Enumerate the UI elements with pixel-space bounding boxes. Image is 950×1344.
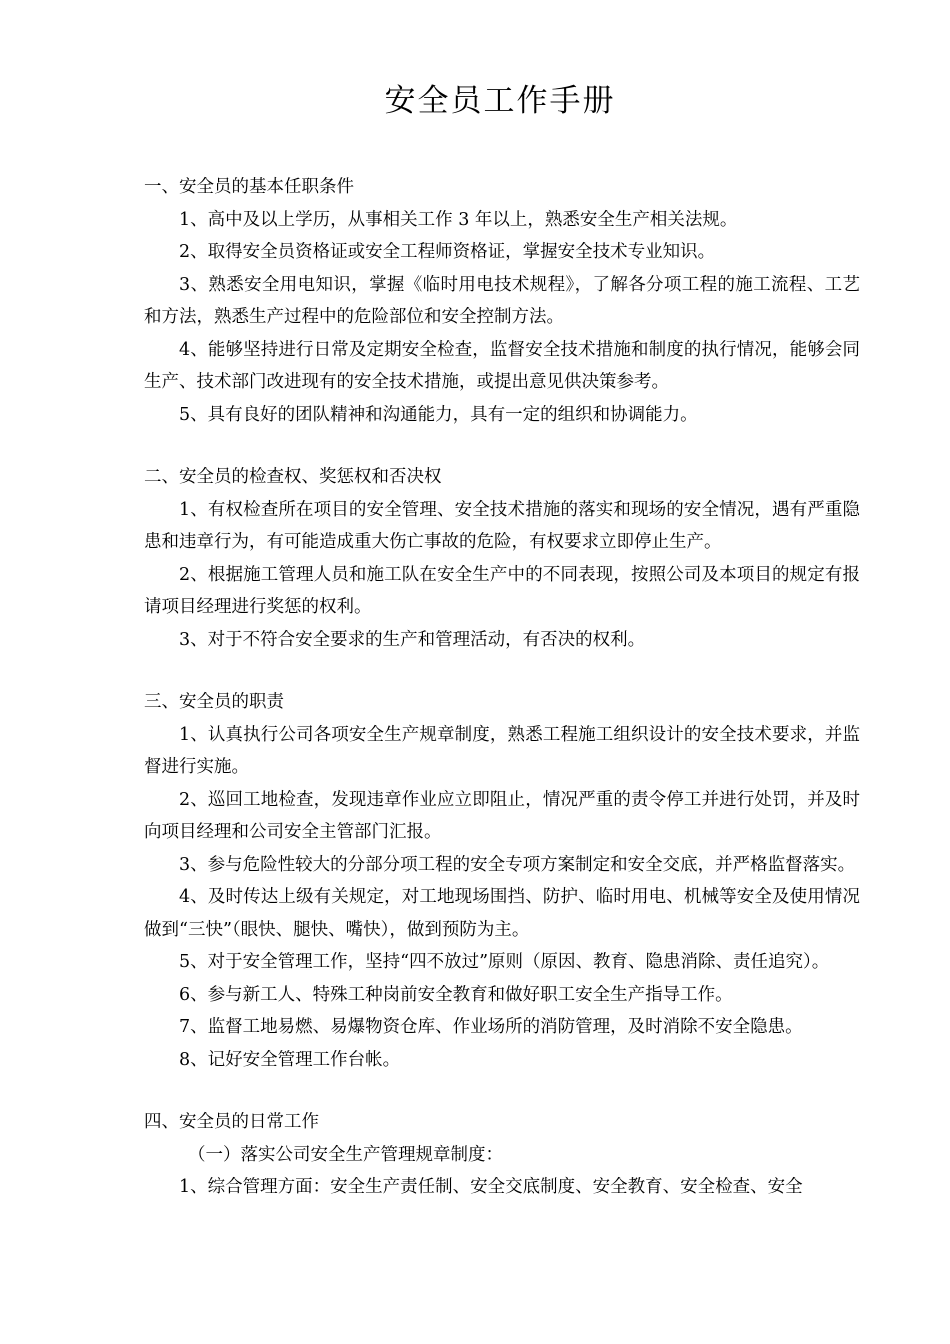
section-heading-1: 一、安全员的基本任职条件 [144, 177, 354, 197]
section-2-item-3: 3、对于不符合安全要求的生产和管理活动，有否决的权利。 [179, 629, 646, 650]
section-spacer [144, 431, 860, 461]
section-spacer [144, 1076, 860, 1106]
section-3-item-7: 7、监督工地易燃、易爆物资仓库、作业场所的消防管理，及时消除不安全隐患。 [179, 1017, 803, 1037]
section-2-item-1: 1、有权检查所在项目的安全管理、安全技术措施的落实和现场的安全情况，遇有严重隐患和违章行为，有可能造成重大伤亡事故的危险，有权要求立即停止生产。 [144, 499, 860, 552]
section-heading-4: 四、安全员的日常工作 [144, 1112, 319, 1132]
section-4-subheading: （一）落实公司安全生产管理规章制度： [188, 1144, 503, 1165]
section-1-item-1: 1、高中及以上学历，从事相关工作 3 年以上，熟悉安全生产相关法规。 [179, 209, 738, 230]
section-spacer [144, 656, 860, 686]
section-1-item-4: 4、能够坚持进行日常及定期安全检查，监督安全技术措施和制度的执行情况，能够会同生产、技术部门改进现有的安全技术措施，或提出意见供决策参考。 [144, 339, 860, 392]
section-3-item-1: 1、认真执行公司各项安全生产规章制度，熟悉工程施工组织设计的安全技术要求，并监督进行实施。 [144, 724, 860, 777]
section-1-item-2: 2、取得安全员资格证或安全工程师资格证，掌握安全技术专业知识。 [179, 242, 716, 262]
section-4-item-1: 1、综合管理方面：安全生产责任制、安全交底制度、安全教育、安全检查、安全 [179, 1177, 803, 1197]
section-3-item-3: 3、参与危险性较大的分部分项工程的安全专项方案制定和安全交底，并严格监督落实。 [179, 854, 856, 875]
section-3-item-6: 6、参与新工人、特殊工种岗前安全教育和做好职工安全生产指导工作。 [179, 984, 733, 1005]
document-body [144, 171, 860, 1204]
section-heading-2: 二、安全员的检查权、奖惩权和否决权 [144, 467, 442, 487]
section-3-item-2: 2、巡回工地检查，发现违章作业应立即阻止，情况严重的责令停工并进行处罚，并及时向项目经理和公司安全主管部门汇报。 [144, 789, 860, 842]
section-2-item-2: 2、根据施工管理人员和施工队在安全生产中的不同表现，按照公司及本项目的规定有报请项目经理进行奖惩的权利。 [144, 564, 860, 617]
section-1-item-5: 5、具有良好的团队精神和沟通能力，具有一定的组织和协调能力。 [179, 404, 698, 425]
section-3-item-4: 4、及时传达上级有关规定，对工地现场围挡、防护、临时用电、机械等安全及使用情况做到“三快”（眼快、腿快、嘴快），做到预防为主。 [144, 887, 860, 940]
document-title: 安全员工作手册 [384, 83, 616, 119]
section-3-item-5: 5、对于安全管理工作，坚持“四不放过”原则（原因、教育、隐患消除、责任追究）。 [179, 952, 830, 972]
section-3-item-8: 8、记好安全管理工作台帐。 [179, 1049, 401, 1070]
section-1-item-3: 3、熟悉安全用电知识，掌握《临时用电技术规程》，了解各分项工程的施工流程、工艺和方法，熟悉生产过程中的危险部位和安全控制方法。 [144, 274, 860, 327]
section-heading-3: 三、安全员的职责 [144, 692, 284, 712]
